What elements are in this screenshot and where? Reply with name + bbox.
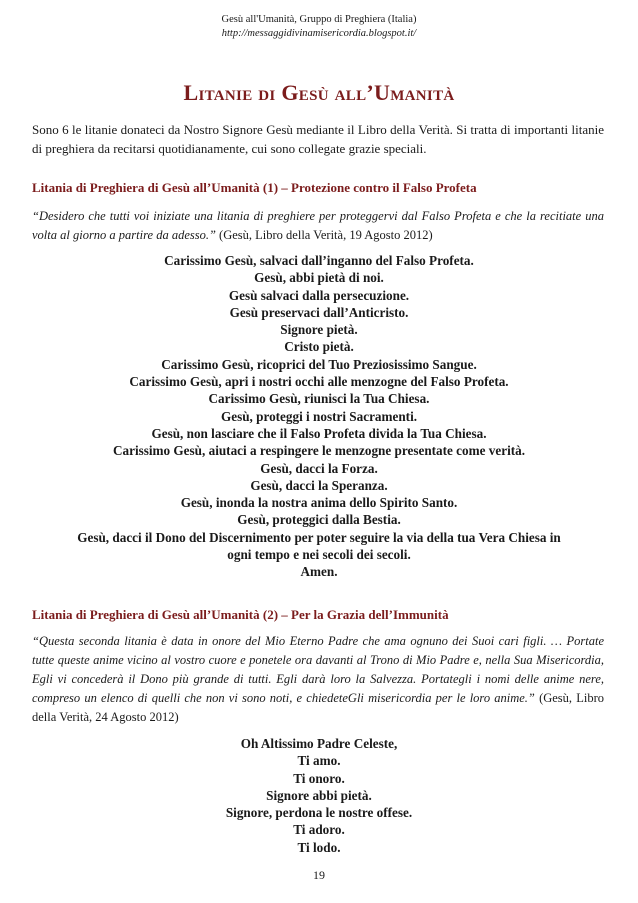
litany-line: Oh Altissimo Padre Celeste,	[240, 736, 398, 751]
litany-line: Gesù, proteggi i nostri Sacramenti.	[220, 408, 418, 424]
litany-line: Carissimo Gesù, apri i nostri occhi alle menzogne del Falso Profeta.	[129, 374, 509, 390]
litany-line: Gesù preservaci dall’Anticristo.	[229, 304, 409, 320]
section-2-litany	[32, 735, 606, 856]
section-1-quote-source: (Gesù, Libro della Verità, 19 Agosto 2012)	[215, 228, 433, 242]
litany-line: Cristo pietà.	[284, 339, 354, 355]
litany-line: Gesù, abbi pietà di noi.	[254, 270, 384, 286]
litany-line: Amen.	[300, 564, 338, 580]
litany-line: Gesù, non lasciare che il Falso Profeta divida la Tua Chiesa.	[151, 425, 487, 441]
litany-line: Signore abbi pietà.	[266, 787, 372, 803]
section-1-heading: Litania di Preghiera di Gesù all’Umanità (1) – Protezione contro il Falso Profeta	[32, 180, 477, 195]
section-1-litany	[32, 252, 606, 581]
litany-line: Signore, perdona le nostre offese.	[225, 805, 413, 821]
litany-line: Carissimo Gesù, riunisci la Tua Chiesa.	[208, 391, 430, 407]
section-2-quote	[32, 632, 604, 727]
litany-line: Gesù, dacci il Dono del Discernimento per poter seguire la via della tua Vera Chiesa in	[77, 529, 561, 545]
page-title: Litanie di Gesù all’Umanità	[183, 80, 455, 105]
litany-line: Gesù, dacci la Forza.	[260, 460, 378, 476]
litany-line: Carissimo Gesù, salvaci dall’inganno del Falso Profeta.	[164, 253, 474, 268]
section-2-quote-text: “Questa seconda litania è data in onore del Mio Eterno Padre che ama ognuno dei Suoi cari figli. … Portate tutte queste anime vicino al vostro cuore e ponetele ora davanti al Trono di Mio Padre e, nella Sua Misericordia, Egli vi concederà il Dono più grande di tutti. Egli darà loro la Salvezza. Portategli i nomi delle anime nere, compreso un elenco di quelli che non vi sono noti, e chiedeteGli misericordia per le loro anime.”	[32, 634, 604, 705]
section-1-quote-text: “Desidero che tutti voi iniziate una litania di preghiere per proteggervi dal Falso Profeta e che la recitiate una volta al giorno a partire da adesso.”	[32, 209, 604, 242]
section-2-quote-source: (Gesù, Libro della Verità, 24 Agosto 2012)	[32, 691, 604, 724]
litany-line: Gesù, proteggici dalla Bestia.	[237, 512, 401, 528]
litany-line: Ti lodo.	[297, 839, 341, 855]
intro-paragraph: Sono 6 le litanie donateci da Nostro Signore Gesù mediante il Libro della Verità. Si tratta di importanti litanie di preghiera da recitarsi quotidianamente, cui sono collegate grazie speciali.	[32, 122, 604, 156]
litany-line: Gesù, inonda la nostra anima dello Spirito Santo.	[180, 495, 458, 511]
litany-line: Signore pietà.	[280, 322, 358, 338]
litany-line: Carissimo Gesù, ricoprici del Tuo Preziosissimo Sangue.	[161, 356, 477, 372]
litany-line: Ti adoro.	[293, 822, 345, 838]
header-url[interactable]: http://messaggidivinamisericordia.blogspot.it/	[221, 28, 417, 39]
section-1-quote	[32, 207, 604, 245]
litany-line: Carissimo Gesù, aiutaci a respingere le menzogne presentate come verità.	[112, 443, 526, 459]
litany-line: Gesù, dacci la Speranza.	[250, 477, 388, 493]
litany-line: Ti onoro.	[293, 770, 345, 786]
page-number: 19	[313, 868, 325, 882]
section-2-heading: Litania di Preghiera di Gesù all’Umanità (2) – Per la Grazia dell’Immunità	[32, 607, 449, 622]
litany-line: ogni tempo e nei secoli dei secoli.	[227, 547, 411, 563]
header-title: Gesù all'Umanità, Gruppo di Preghiera (Italia)	[221, 14, 417, 25]
litany-line: Ti amo.	[297, 753, 341, 769]
litany-line: Gesù salvaci dalla persecuzione.	[228, 287, 410, 303]
